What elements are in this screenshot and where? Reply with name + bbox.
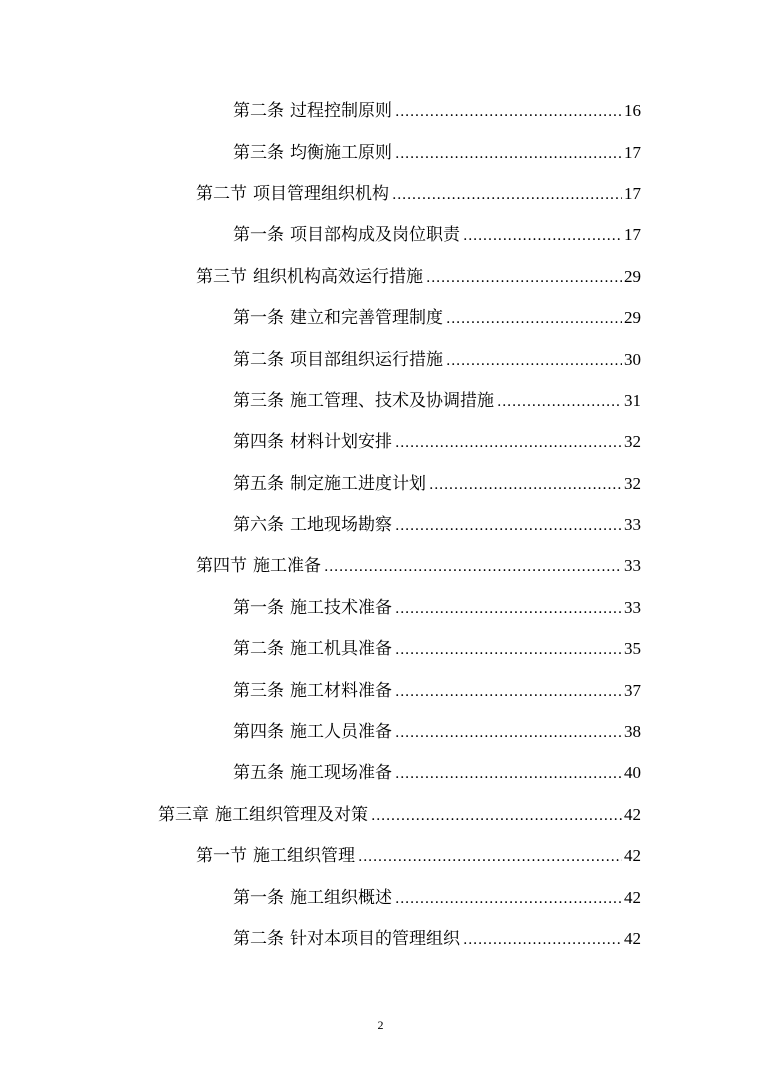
toc-entry-label [233, 308, 443, 328]
toc-entry-page-number: 33 [624, 597, 641, 617]
toc-entry-number: 第三节 [196, 266, 247, 287]
toc-entry-content [196, 556, 641, 577]
toc-entry-title: 针对本项目的管理组织 [290, 929, 460, 949]
table-of-contents [0, 91, 761, 960]
toc-entry-content [233, 308, 641, 329]
toc-entry-content [233, 598, 641, 619]
toc-entry-number: 第一条 [233, 597, 284, 618]
toc-entry[interactable] [0, 712, 761, 753]
toc-dot-leader [395, 599, 622, 619]
toc-entry[interactable] [0, 298, 761, 339]
toc-entry-number: 第四条 [233, 722, 284, 743]
toc-entry-content [233, 681, 641, 702]
toc-entry[interactable] [0, 546, 761, 587]
toc-entry-title: 施工组织概述 [290, 887, 392, 908]
toc-entry-label [233, 681, 392, 701]
toc-entry-number: 第一条 [233, 308, 284, 329]
toc-entry-number: 第三章 [158, 804, 209, 825]
toc-entry-number: 第二条 [233, 639, 284, 660]
toc-entry-content [233, 225, 641, 246]
toc-entry-title: 建立和完善管理制度 [290, 308, 443, 329]
toc-entry-number: 第二条 [233, 929, 284, 949]
toc-entry-number: 第二条 [233, 349, 284, 370]
toc-entry[interactable] [0, 257, 761, 298]
footer-page-number: 2 [377, 1018, 384, 1032]
toc-entry-title: 施工材料准备 [290, 680, 392, 701]
toc-entry-label [233, 225, 460, 245]
toc-entry-page-number: 32 [624, 432, 641, 452]
toc-entry-number: 第二条 [233, 101, 284, 122]
toc-entry-label [158, 805, 368, 825]
toc-entry-page-number: 29 [624, 308, 641, 328]
toc-entry-label [233, 929, 460, 949]
toc-entry-number: 第三条 [233, 390, 284, 411]
toc-entry-number: 第二节 [196, 183, 247, 204]
toc-dot-leader [395, 516, 622, 536]
toc-entry-content [233, 763, 641, 784]
toc-entry-content [233, 722, 641, 743]
toc-entry-label [233, 474, 426, 494]
toc-dot-leader [395, 102, 622, 122]
toc-entry-title: 施工人员准备 [290, 722, 392, 743]
toc-entry-title: 施工机具准备 [290, 639, 392, 660]
toc-entry-page-number: 42 [624, 846, 641, 866]
toc-entry-label [233, 763, 392, 783]
toc-dot-leader [463, 930, 622, 950]
toc-entry[interactable] [0, 339, 761, 380]
toc-entry-page-number: 17 [624, 225, 641, 245]
toc-entry[interactable] [0, 588, 761, 629]
toc-entry-content [196, 267, 641, 288]
toc-entry-title: 材料计划安排 [290, 432, 392, 453]
toc-dot-leader [395, 682, 622, 702]
toc-entry-title: 项目部构成及岗位职责 [290, 225, 460, 246]
toc-entry-label [233, 888, 392, 908]
toc-entry-label [233, 101, 392, 121]
toc-entry[interactable] [0, 670, 761, 711]
toc-dot-leader [446, 351, 622, 371]
toc-entry-label [196, 846, 355, 866]
toc-entry-title: 组织机构高效运行措施 [253, 266, 423, 287]
toc-entry-number: 第三条 [233, 680, 284, 701]
toc-dot-leader [395, 640, 622, 660]
toc-entry[interactable] [0, 505, 761, 546]
toc-entry-number: 第一节 [196, 846, 247, 867]
toc-dot-leader [429, 475, 622, 495]
toc-dot-leader [395, 144, 622, 164]
toc-entry[interactable] [0, 629, 761, 670]
toc-entry-number: 第四条 [233, 432, 284, 453]
toc-dot-leader [446, 309, 622, 329]
toc-entry-title: 过程控制原则 [290, 101, 392, 122]
toc-entry-label [196, 267, 423, 287]
toc-entry-content [233, 515, 641, 536]
toc-entry[interactable] [0, 91, 761, 132]
toc-entry-page-number: 32 [624, 473, 641, 493]
toc-dot-leader [324, 557, 622, 577]
toc-entry-content [233, 101, 641, 122]
toc-entry-page-number: 38 [624, 722, 641, 742]
toc-dot-leader [395, 723, 622, 743]
toc-entry-label [233, 350, 443, 370]
toc-entry[interactable] [0, 753, 761, 794]
toc-entry-number: 第三条 [233, 142, 284, 163]
toc-entry-label [233, 143, 392, 163]
toc-entry-page-number: 16 [624, 101, 641, 121]
toc-entry-label [196, 184, 389, 204]
toc-entry-page-number: 33 [624, 515, 641, 535]
toc-entry-label [233, 722, 392, 742]
toc-entry-title: 项目部组织运行措施 [290, 349, 443, 370]
toc-entry[interactable] [0, 836, 761, 877]
toc-entry-page-number: 17 [624, 183, 641, 203]
toc-entry-title: 工地现场勘察 [290, 515, 392, 536]
toc-entry-title: 制定施工进度计划 [290, 473, 426, 494]
toc-dot-leader [395, 764, 622, 784]
toc-entry-page-number: 42 [624, 804, 641, 824]
toc-entry[interactable] [0, 464, 761, 505]
toc-entry-page-number: 35 [624, 639, 641, 659]
toc-entry-label [233, 639, 392, 659]
toc-entry-page-number: 29 [624, 266, 641, 286]
toc-entry-number: 第一条 [233, 225, 284, 246]
toc-entry[interactable] [0, 215, 761, 256]
toc-entry-content [233, 432, 641, 453]
toc-dot-leader [395, 889, 622, 909]
toc-entry[interactable] [0, 174, 761, 215]
toc-entry-title: 施工技术准备 [290, 597, 392, 618]
toc-entry-title: 施工现场准备 [290, 763, 392, 784]
toc-entry-title: 施工组织管理 [253, 846, 355, 867]
toc-entry-content [233, 888, 641, 909]
toc-entry-label [233, 598, 392, 618]
toc-entry-page-number: 30 [624, 349, 641, 369]
toc-entry-number: 第五条 [233, 473, 284, 494]
toc-entry[interactable] [0, 795, 761, 836]
toc-dot-leader [426, 268, 622, 288]
toc-entry-content [233, 350, 641, 371]
toc-entry-number: 第六条 [233, 515, 284, 536]
toc-entry-label [196, 556, 321, 576]
toc-entry-number: 第五条 [233, 763, 284, 784]
toc-dot-leader [358, 847, 622, 867]
toc-entry-page-number: 17 [624, 142, 641, 162]
toc-entry-title: 施工组织管理及对策 [215, 804, 368, 825]
toc-entry-page-number: 42 [624, 929, 641, 948]
toc-entry-title: 项目管理组织机构 [253, 183, 389, 204]
toc-entry-label [233, 515, 392, 535]
toc-dot-leader [497, 392, 622, 412]
toc-entry-page-number: 31 [624, 390, 641, 410]
toc-entry-label [233, 391, 494, 411]
toc-dot-leader [371, 806, 622, 826]
toc-entry-title: 施工准备 [253, 556, 321, 577]
toc-entry-page-number: 33 [624, 556, 641, 576]
toc-entry-content [158, 805, 641, 826]
toc-entry-content [233, 929, 641, 950]
toc-entry-content [196, 184, 641, 205]
toc-dot-leader [395, 433, 622, 453]
toc-entry-page-number: 40 [624, 763, 641, 783]
toc-entry-label [233, 432, 392, 452]
toc-entry-number: 第一条 [233, 887, 284, 908]
toc-entry-title: 均衡施工原则 [290, 142, 392, 163]
toc-entry-page-number: 42 [624, 887, 641, 907]
toc-entry[interactable] [0, 422, 761, 463]
toc-entry-content [233, 474, 641, 495]
toc-entry-content [196, 846, 641, 867]
toc-entry[interactable] [0, 919, 761, 960]
toc-entry[interactable] [0, 877, 761, 918]
toc-entry-number: 第四节 [196, 556, 247, 577]
toc-dot-leader [392, 185, 622, 205]
toc-entry-title: 施工管理、技术及协调措施 [290, 390, 494, 411]
toc-entry[interactable] [0, 381, 761, 422]
toc-entry-content [233, 143, 641, 164]
toc-entry-content [233, 391, 641, 412]
toc-dot-leader [463, 226, 622, 246]
toc-entry-content [233, 639, 641, 660]
toc-entry-page-number: 37 [624, 680, 641, 700]
toc-entry[interactable] [0, 132, 761, 173]
